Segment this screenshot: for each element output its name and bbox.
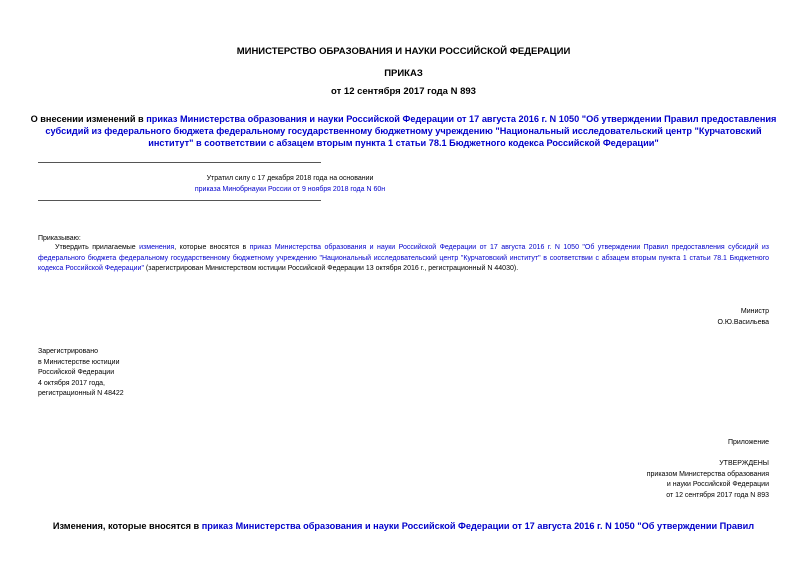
appendix-approval-block [647, 459, 769, 501]
registration-line: в Министерстве юстиции [38, 358, 120, 366]
doc-type-heading: ПРИКАЗ [384, 68, 423, 79]
paragraph-text-mid: , которые вносятся в [174, 244, 250, 251]
divider-top [38, 162, 321, 163]
doc-date-number: от 12 сентября 2017 года N 893 [331, 86, 476, 97]
appendix-line: и науки Российской Федерации [666, 481, 769, 488]
status-note-link[interactable]: приказа Минобрнауки России от 9 ноября 2018 года N 60н [194, 185, 386, 193]
registration-line: Зарегистрировано [38, 348, 98, 355]
status-note-text: Утратил силу с 17 декабря 2018 года на основании [206, 175, 374, 182]
changes-title-link[interactable]: приказ Министерства образования и науки Российской Федерации от 17 августа 2016 г. N 1050 "Об утверждении Правил [201, 521, 755, 531]
signature-block [717, 307, 769, 328]
registration-block [38, 347, 124, 400]
appendix-approved: УТВЕРЖДЕНЫ [719, 460, 769, 467]
registration-line: регистрационный N 48422 [38, 390, 124, 397]
paragraph-text-start: Утвердить прилагаемые [55, 244, 140, 251]
ministry-heading: МИНИСТЕРСТВО ОБРАЗОВАНИЯ И НАУКИ РОССИЙСКОЙ ФЕДЕРАЦИИ [236, 46, 571, 57]
divider-bottom [38, 200, 321, 201]
changes-title-prefix: Изменения, которые вносятся в [52, 521, 202, 531]
document-title [30, 113, 777, 149]
title-order-link[interactable]: приказ Министерства образования и науки Российской Федерации от 17 августа 2016 г. N 1050 "Об утверждении Правил предоставления субсидий из федерального бюджета федеральному государственному бюджетному учреждению "Национальный исследовательский центр "Курчатовский институт" в соответствии с абзацем вторым пункта 1 статьи 78.1 Бюджетного кодекса Российской Федерации" [45, 114, 777, 148]
status-note [38, 174, 542, 195]
appendix-line: приказом Министерства образования [646, 470, 769, 478]
paragraph-text-end: (зарегистрирован Министерством юстиции Российской Федерации 13 октября 2016 г., регистрационный N 44030). [143, 265, 519, 272]
signature-name: О.Ю.Васильева [717, 318, 769, 326]
appendix-line: от 12 сентября 2017 года N 893 [666, 491, 769, 499]
title-prefix: О внесении изменений в [30, 114, 147, 124]
order-intro: Приказываю: [38, 235, 81, 242]
appendix-label: Приложение [727, 439, 769, 446]
registration-line: Российской Федерации [38, 369, 115, 376]
order-1050-link[interactable]: приказ Министерства образования и науки Российской Федерации от 17 августа 2016 г. N 1050 "Об утверждении Правил предоставления субсидий из федерального бюджета федеральному государственному бюджетному учреждению "Национальный исследовательский центр "Курчатовский институт" в соответствии с абзацем вторым пункта 1 статьи 78.1 Бюджетного кодекса Российской Федерации" [38, 244, 769, 272]
order-paragraph [38, 243, 769, 275]
changes-title [0, 521, 807, 531]
signature-position: Министр [740, 308, 769, 315]
changes-link[interactable]: изменения [139, 244, 175, 251]
registration-line: 4 октября 2017 года, [38, 379, 106, 387]
